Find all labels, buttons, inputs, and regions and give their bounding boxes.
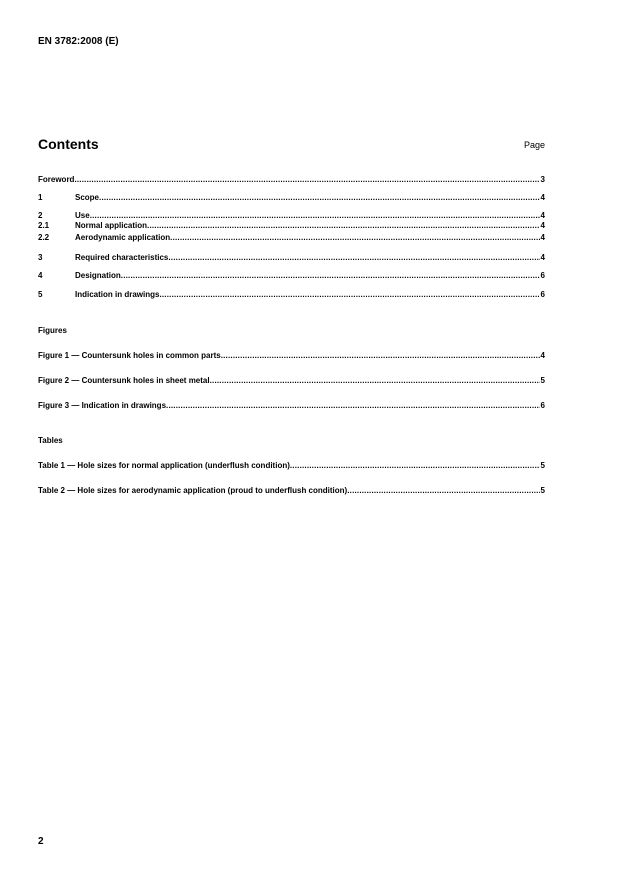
toc-entry-normal-application[interactable] xyxy=(38,221,545,231)
toc-entry-aerodynamic-application[interactable] xyxy=(38,233,545,243)
toc-entry-number: 5 xyxy=(38,290,43,299)
dot-leader xyxy=(99,193,540,203)
toc-table-2[interactable] xyxy=(38,486,545,496)
toc-entry-number: 3 xyxy=(38,253,43,262)
toc-entry-page: 6 xyxy=(540,401,545,410)
toc-entry-title: Figure 3 — Indication in drawings xyxy=(38,401,167,410)
dot-leader xyxy=(210,376,540,386)
dot-leader xyxy=(170,233,539,243)
toc-entry-page: 6 xyxy=(540,271,545,280)
toc-entry-page: 5 xyxy=(540,461,545,470)
toc-entry-title: Table 1 — Hole sizes for normal application (underflush condition) xyxy=(38,461,290,470)
dot-leader xyxy=(221,351,540,361)
page-column-label: Page xyxy=(523,140,545,150)
toc-entry-title: Figure 1 — Countersunk holes in common parts xyxy=(38,351,221,360)
toc-entry-number: 4 xyxy=(38,271,43,280)
toc-entry-title: Normal application xyxy=(75,221,148,230)
toc-entry-use[interactable] xyxy=(38,211,545,221)
dot-leader xyxy=(74,175,539,185)
toc-entry-indication-in-drawings[interactable] xyxy=(38,290,545,300)
toc-entry-title: Aerodynamic application xyxy=(75,233,171,242)
toc-entry-title: Use xyxy=(75,211,90,220)
contents-title: Contents xyxy=(38,136,99,152)
dot-leader xyxy=(168,253,539,263)
toc-entry-title: Required characteristics xyxy=(75,253,169,262)
dot-leader xyxy=(347,486,539,496)
toc-entry-designation[interactable] xyxy=(38,271,545,281)
toc-entry-page: 5 xyxy=(540,376,545,385)
figures-heading: Figures xyxy=(38,326,67,335)
dot-leader xyxy=(166,401,540,411)
page-number: 2 xyxy=(38,836,44,847)
toc-entry-title: Foreword xyxy=(38,175,75,184)
toc-entry-number: 1 xyxy=(38,193,43,202)
table-of-contents xyxy=(38,0,545,877)
dot-leader xyxy=(159,290,539,300)
toc-entry-required-characteristics[interactable] xyxy=(38,253,545,263)
dot-leader xyxy=(121,271,540,281)
toc-entry-number: 2.1 xyxy=(38,221,50,230)
toc-entry-page: 4 xyxy=(540,233,545,242)
toc-figure-2[interactable] xyxy=(38,376,545,386)
document-code: EN 3782:2008 (E) xyxy=(38,36,119,47)
toc-entry-title: Indication in drawings xyxy=(75,290,160,299)
dot-leader xyxy=(290,461,540,471)
toc-entry-page: 4 xyxy=(540,211,545,220)
toc-entry-number: 2 xyxy=(38,211,43,220)
toc-entry-page: 4 xyxy=(540,221,545,230)
toc-entry-number: 2.2 xyxy=(38,233,50,242)
dot-leader xyxy=(147,221,540,231)
toc-entry-title: Figure 2 — Countersunk holes in sheet metal xyxy=(38,376,210,385)
toc-entry-page: 6 xyxy=(540,290,545,299)
tables-heading: Tables xyxy=(38,436,63,445)
toc-entry-scope[interactable] xyxy=(38,193,545,203)
dot-leader xyxy=(90,211,540,221)
toc-entry-page: 4 xyxy=(540,193,545,202)
toc-figure-3[interactable] xyxy=(38,401,545,411)
toc-entry-title: Designation xyxy=(75,271,121,280)
toc-figure-1[interactable] xyxy=(38,351,545,361)
toc-entry-title: Table 2 — Hole sizes for aerodynamic application (proud to underflush condition) xyxy=(38,486,348,495)
toc-entry-foreword[interactable] xyxy=(38,175,545,185)
toc-entry-page: 5 xyxy=(540,486,545,495)
toc-table-1[interactable] xyxy=(38,461,545,471)
toc-entry-page: 4 xyxy=(540,351,545,360)
toc-entry-page: 3 xyxy=(540,175,545,184)
toc-entry-title: Scope xyxy=(75,193,100,202)
toc-entry-page: 4 xyxy=(540,253,545,262)
